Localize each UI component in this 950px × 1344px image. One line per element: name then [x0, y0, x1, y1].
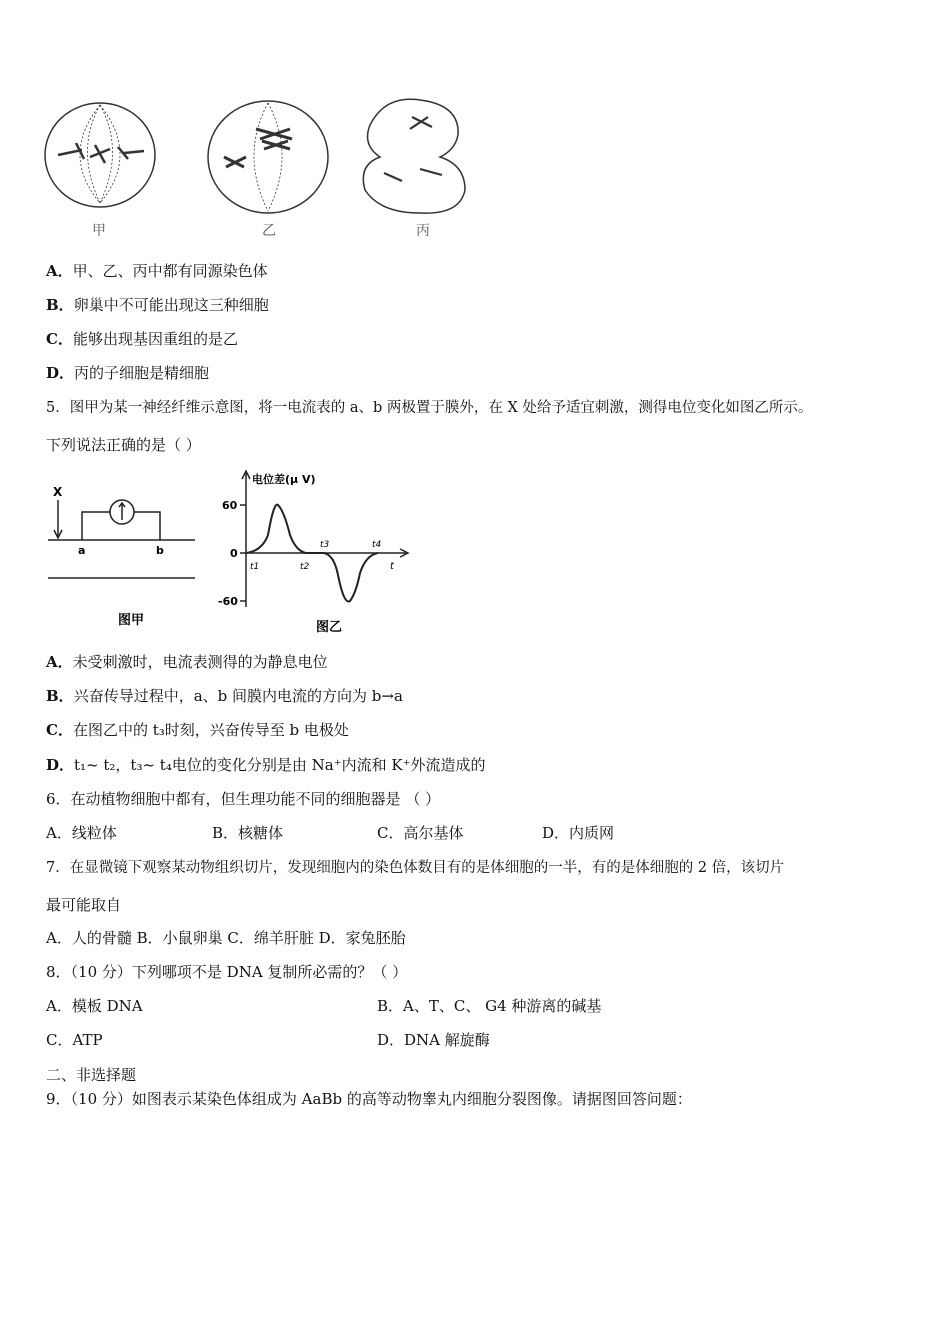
q6-option-d: D．内质网 [542, 824, 615, 842]
graph-ylabel: 电位差(μ V) [252, 473, 316, 486]
q8-option-b: B．A、T、C、 G4 种游离的碱基 [377, 997, 602, 1015]
electrode-a-label: a [78, 544, 86, 557]
ytick-neg60: -60 [218, 595, 238, 608]
t1-label: t1 [250, 562, 260, 572]
q4-option-b: B．卵巢中不可能出现这三种细胞 [46, 296, 269, 314]
cell-division-figure [40, 95, 480, 245]
q5-option-b: B．兴奋传导过程中，a、b 间膜内电流的方向为 b→a [46, 687, 403, 705]
t2-label: t2 [300, 562, 310, 572]
figure-yi-potential-graph [210, 465, 410, 637]
q4-option-a: A．甲、乙、丙中都有同源染色体 [46, 262, 268, 280]
q7-options: A．人的骨髓 B．小鼠卵巢 C．绵羊肝脏 D．家兔胚胎 [46, 929, 406, 947]
x-stimulus-label: X [53, 485, 63, 499]
electrode-b-label: b [156, 544, 164, 557]
cell-jia [45, 103, 155, 207]
q7-stem-line2: 最可能取自 [46, 896, 122, 914]
q8-option-d: D．DNA 解旋酶 [377, 1031, 490, 1049]
cell-label-yi: 乙 [262, 223, 276, 239]
q5-option-c: C．在图乙中的 t₃时刻，兴奋传导至 b 电极处 [46, 721, 349, 739]
q6-option-b: B．核糖体 [212, 824, 284, 842]
ytick-60: 60 [222, 499, 238, 512]
q6-option-c: C．高尔基体 [377, 824, 464, 842]
figure-jia-label: 图甲 [118, 613, 145, 628]
cell-yi [208, 101, 328, 213]
q8-option-a: A．模板 DNA [46, 997, 143, 1015]
q6-stem: 6．在动植物细胞中都有，但生理功能不同的细胞器是 （ ） [46, 790, 441, 808]
q5-stem-line1: 5．图甲为某一神经纤维示意图，将一电流表的 a、b 两极置于膜外，在 X 处给予适宜刺激，测得电位变化如图乙所示。 [46, 400, 813, 416]
q4-option-c: C．能够出现基因重组的是乙 [46, 330, 238, 348]
q5-option-d: D．t₁~ t₂，t₃~ t₄电位的变化分别是由 Na⁺内流和 K⁺外流造成的 [46, 756, 486, 774]
figure-jia-nerve-fiber [40, 470, 200, 630]
q9-stem: 9．（10 分）如图表示某染色体组成为 AaBb 的高等动物睾丸内细胞分裂图像。请据图回答问题： [46, 1090, 692, 1108]
figure-yi-label: 图乙 [316, 620, 343, 635]
t3-label: t3 [320, 540, 330, 550]
cell-label-jia: 甲 [92, 223, 106, 239]
q8-stem: 8．（10 分）下列哪项不是 DNA 复制所必需的？（ ） [46, 963, 408, 981]
q5-option-a: A．未受刺激时，电流表测得的为静息电位 [46, 653, 328, 671]
cell-bing [363, 99, 465, 213]
t4-label: t4 [372, 540, 382, 550]
t-axis-label: t [390, 561, 394, 572]
section2-heading: 二、非选择题 [46, 1066, 137, 1084]
q8-option-c: C．ATP [46, 1031, 103, 1049]
q5-stem-line2: 下列说法正确的是（ ） [46, 436, 201, 454]
ytick-0: 0 [230, 547, 238, 560]
q6-option-a: A．线粒体 [46, 824, 117, 842]
q7-stem-line1: 7．在显微镜下观察某动物组织切片，发现细胞内的染色体数目有的是体细胞的一半，有的是体细胞的 2 倍，该切片 [46, 860, 785, 876]
cell-label-bing: 丙 [416, 223, 430, 239]
q4-option-d: D．丙的子细胞是精细胞 [46, 364, 210, 382]
